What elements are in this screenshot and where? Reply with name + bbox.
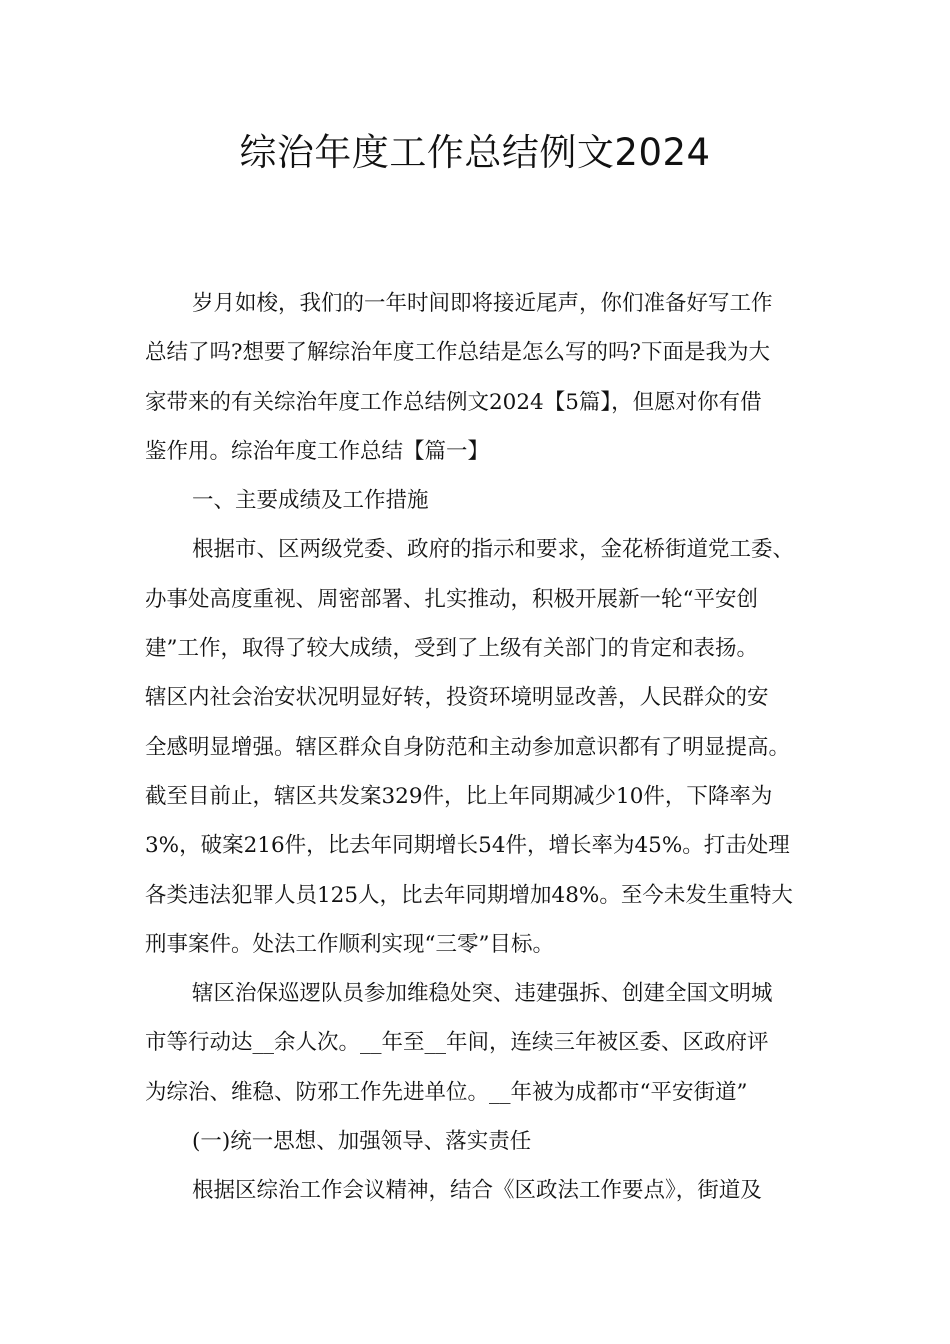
text-line: 根据市、区两级党委、政府的指示和要求，金花桥街道党工委、 <box>192 537 795 563</box>
section-heading <box>145 476 815 525</box>
paragraph-meeting <box>145 1166 815 1215</box>
text-line: 辖区治保巡逻队员参加维稳处突、违建强拆、创建全国文明城 <box>192 981 773 1007</box>
paragraph-patrol <box>145 969 815 1117</box>
paragraph-achievements <box>145 525 815 969</box>
paragraph-intro <box>145 279 815 476</box>
text-line: 辖区内社会治安状况明显好转，投资环境明显改善，人民群众的安 <box>145 685 769 711</box>
text-line: 各类违法犯罪人员125人，比去年同期增加48%。至今未发生重特大 <box>145 882 793 908</box>
text-line: 刑事案件。处法工作顺利实现“三零”目标。 <box>145 931 554 957</box>
text-line: 家带来的有关综治年度工作总结例文2024【5篇】，但愿对你有借 <box>145 389 762 415</box>
text-line: (一)统一思想、加强领导、落实责任 <box>192 1129 532 1155</box>
text-line: 市等行动达__余人次。__年至__年间，连续三年被区委、区政府评 <box>145 1030 769 1056</box>
text-line: 为综治、维稳、防邪工作先进单位。__年被为成都市“平安街道” <box>145 1079 748 1105</box>
text-line: 截至目前止，辖区共发案329件，比上年同期减少10件，下降率为 <box>145 783 773 809</box>
text-line: 全感明显增强。辖区群众自身防范和主动参加意识都有了明显提高。 <box>145 734 791 760</box>
document-title: 综治年度工作总结例文2024 <box>239 131 711 174</box>
text-line: 根据区综治工作会议精神，结合《区政法工作要点》，街道及 <box>192 1178 762 1204</box>
text-line: 岁月如梭，我们的一年时间即将接近尾声，你们准备好写工作 <box>192 291 773 316</box>
document-body <box>145 279 815 1216</box>
text-line: 鉴作用。综治年度工作总结【篇一】 <box>145 438 490 464</box>
subsection-heading <box>145 1117 815 1166</box>
text-line: 办事处高度重视、周密部署、扎实推动，积极开展新一轮“平安创 <box>145 586 758 612</box>
text-line: 建”工作，取得了较大成绩，受到了上级有关部门的肯定和表扬。 <box>145 636 758 662</box>
text-line: 总结了吗?想要了解综治年度工作总结是怎么写的吗?下面是我为大 <box>145 340 771 366</box>
text-line: 一、主要成绩及工作措施 <box>192 488 429 514</box>
text-line: 3%，破案216件，比去年同期增长54件，增长率为45%。打击处理 <box>145 833 790 859</box>
